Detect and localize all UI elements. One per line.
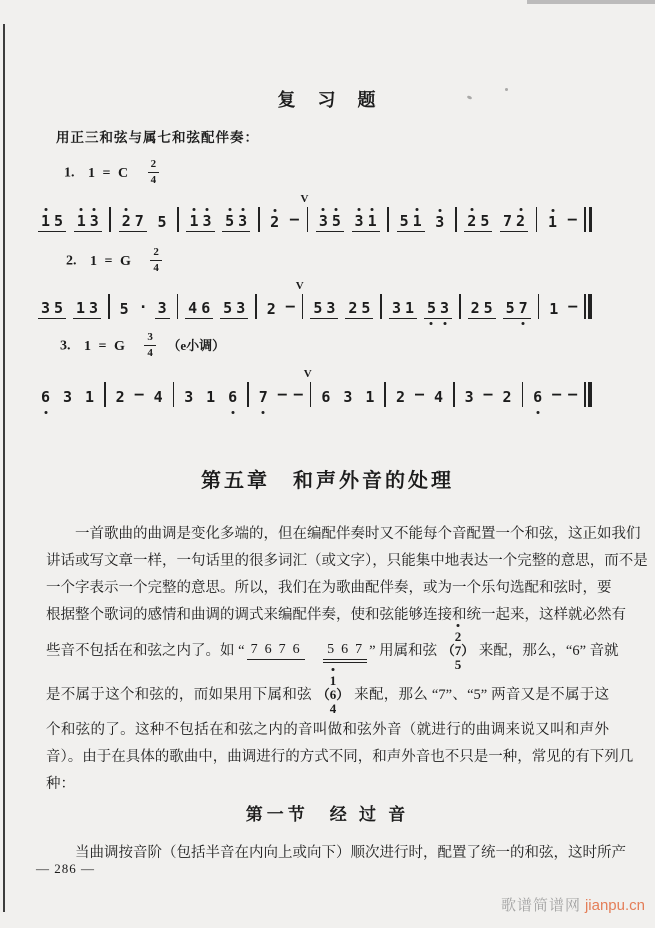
augmentation-dot: · [138,298,148,316]
jianpu-digit: 3 [236,299,246,317]
jianpu-note [60,390,75,407]
jianpu-digit: 7 [278,642,287,657]
octave-dot-below [536,411,539,414]
octave-dot-below [44,411,47,414]
inline-chord [317,674,350,716]
duration-dash: — [483,385,493,403]
watermark-site-name: 歌谱简谱网 [500,897,581,914]
jianpu-note [397,214,425,232]
jianpu-glyph [538,294,540,319]
jianpu-digit: 2 [470,299,480,317]
jianpu-digit: 3 [353,214,366,229]
jianpu-notation-line-2 [38,280,592,319]
jianpu-digit: 5 [361,299,371,317]
jianpu-note [119,214,147,232]
jianpu-digit: 1 [75,214,88,229]
jianpu-note [468,301,496,319]
jianpu-glyph [453,382,455,407]
jianpu-digit: 3 [41,299,51,317]
jianpu-digit: 2 [465,214,478,229]
octave-dot-above [457,624,460,627]
jianpu-digit: 1 [549,300,559,318]
jianpu-digit: 3 [88,214,101,229]
paragraph-line [46,629,619,673]
inline-jianpu-snippet [323,643,367,660]
jianpu-digit: 6 [264,642,273,657]
jianpu-digit: 2 [514,214,527,229]
key-signature: 1 = G [90,253,133,269]
time-signature-denominator: 4 [153,262,159,274]
jianpu-digit: 1 [84,388,94,406]
jianpu-note [503,301,531,319]
barline [303,368,312,407]
exercise-number: 1. [64,165,75,181]
jianpu-digit: 5 [54,299,64,317]
jianpu-note [203,390,218,407]
jianpu-notation-line-1 [38,193,592,232]
jianpu-digit: 7 [257,390,270,405]
chord-mid-note: （7） [441,643,475,659]
jianpu-digit: 6 [39,390,52,405]
jianpu-glyph [247,382,249,407]
jianpu-digit: 3 [326,299,336,317]
octave-dot-above [470,208,473,211]
octave-dot-below [443,322,446,325]
time-signature-denominator: 4 [150,174,157,186]
jianpu-note [464,214,492,232]
octave-dot-below [262,411,265,414]
duration-dash: — [285,297,295,315]
final-barline [584,293,592,319]
chord-stack [442,630,475,672]
chord-bottom-note: 5 [454,657,462,673]
octave-dot-above [228,208,231,211]
jianpu-digit: 5 [223,299,233,317]
octave-dot-above [438,209,441,212]
barline [522,381,524,407]
jianpu-digit: 1 [76,299,86,317]
octave-dot-above [273,209,276,212]
jianpu-note [185,301,213,319]
octave-dot-above [192,208,195,211]
duration-dash: — [134,385,144,403]
duration-dash: — [568,297,578,315]
jianpu-digit: 3 [343,388,353,406]
paragraph-text: 讲话或写文章一样，一句话里的很多词汇（或文字），只能集中地表达一个完整的意思，而不是 [46,553,648,569]
jianpu-note [546,302,561,319]
octave-dot-above [80,208,83,211]
jianpu-digit: 1 [405,299,415,317]
jianpu-digit: 5 [505,299,515,317]
time-signature-denominator: 4 [147,347,153,359]
jianpu-note [264,302,279,319]
paragraph-text: 种： [46,776,75,792]
jianpu-note [151,390,166,407]
jianpu-digit: 5 [399,212,409,230]
duration-dash: — [568,385,578,403]
jianpu-digit: 1 [366,214,379,229]
duration-dash: — [414,385,424,403]
jianpu-note [500,214,528,232]
jianpu-note [340,390,355,407]
jianpu-digit: 7 [502,212,513,230]
jianpu-glyph [380,294,382,319]
jianpu-glyph [584,207,586,232]
jianpu-note [545,215,560,232]
barline [295,280,304,319]
time-signature [144,332,156,359]
paragraph-text [307,643,322,659]
duration-dash: — [567,210,577,228]
key-mode-note: （e小调） [167,337,226,353]
barline [538,293,540,319]
octave-dot-above [551,209,554,212]
octave-dot-below [430,322,433,325]
jianpu-glyph [104,382,106,407]
jianpu-glyph [177,294,179,319]
jianpu-note [318,390,333,407]
paragraph-line [46,673,609,717]
paragraph-text: 些音不包括在和弦之内了。如 “ [46,643,245,659]
octave-dot-above [205,208,208,211]
octave-dot-below [231,411,234,414]
octave-dot-above [241,208,244,211]
jianpu-digit: 1 [187,214,200,229]
chord-numeral-v: V [295,280,304,292]
jianpu-digit: 3 [184,388,194,406]
jianpu-note [74,214,102,232]
paragraph-text: 来配，那么 “7”、“5” 两音又是不属于这 [350,687,609,703]
barline [255,293,257,319]
jianpu-note [155,301,170,319]
chord-stack [317,674,350,716]
chord-bottom-note: 4 [329,701,337,717]
jianpu-digit: 4 [188,299,198,317]
octave-dot-above [44,208,47,211]
scan-artifact-smudge [527,0,655,4]
duration-dash: — [552,385,562,403]
jianpu-digit: 6 [226,390,239,405]
jianpu-note [73,301,101,319]
jianpu-note [256,390,271,407]
time-signature [150,247,162,274]
jianpu-glyph [584,382,586,407]
jianpu-note [225,390,240,407]
jianpu-glyph [310,382,312,407]
jianpu-digit: 3 [438,301,451,316]
octave-dot-above [358,208,361,211]
jianpu-glyph [177,207,179,232]
final-barline [584,206,592,232]
jianpu-note [393,390,408,407]
inline-chord [442,630,475,672]
jianpu-notation-line-3 [38,368,592,407]
review-section-title: 复 习 题 [277,90,378,110]
paragraph-line [46,840,626,867]
paragraph-text: 音）。由于在具体的歌曲中，曲调进行的方式不同，和声外音也不只是一种，常见的有下列几 [46,749,634,765]
paragraph-line [46,602,626,629]
jianpu-digit: 2 [268,215,281,230]
jianpu-digit: 1 [329,674,338,687]
jianpu-glyph [588,382,591,407]
jianpu-note [220,301,248,319]
octave-dot-above [519,208,522,211]
key-signature: 1 = G [84,338,127,354]
octave-dot-above [125,208,128,211]
jianpu-digit: 4 [153,388,163,406]
jianpu-digit: 6 [201,299,211,317]
jianpu-digit: 3 [157,299,167,317]
section-title: 第一节 经 过 音 [245,805,410,824]
jianpu-note [389,301,417,319]
paragraph-line [46,744,634,771]
jianpu-glyph [459,294,461,319]
octave-dot-above [332,668,335,671]
exercise-2-header [66,248,170,275]
jianpu-digit: 2 [454,630,463,643]
jianpu-digit: 3 [317,214,330,229]
jianpu-digit: 1 [39,214,52,229]
jianpu-glyph [384,382,386,407]
time-signature-numerator: 3 [144,332,156,346]
paragraph-line [46,771,609,798]
jianpu-note [345,301,373,319]
paragraph-text: 来配，那么，“6” 音就 [475,643,619,659]
jianpu-note [310,301,338,319]
jianpu-digit: 7 [355,642,364,657]
jianpu-digit: 5 [157,213,167,231]
barline [247,381,249,407]
jianpu-note [316,214,344,232]
jianpu-digit: 5 [54,212,64,230]
jianpu-digit: 7 [134,212,144,230]
jianpu-digit: 6 [341,642,350,657]
review-instruction: 用正三和弦与属七和弦配伴奏： [56,130,259,145]
jianpu-digit: 1 [546,215,559,230]
time-signature-numerator: 2 [150,247,162,261]
jianpu-note [38,214,66,232]
barline [387,206,389,232]
barline [453,381,455,407]
jianpu-digit: 6 [292,642,301,657]
jianpu-note [431,390,446,407]
jianpu-digit: 5 [313,299,323,317]
jianpu-digit: 5 [483,299,493,317]
jianpu-digit: 1 [365,388,375,406]
jianpu-glyph [255,294,257,319]
jianpu-note [530,390,545,407]
paragraph-text: 根据整个歌词的感情和曲调的调式来编配伴奏，使和弦能够连接和统一起来，这样就必然有 [46,607,626,623]
jianpu-glyph [302,294,304,319]
exercise-number: 3. [60,338,71,354]
time-signature-numerator: 2 [148,159,160,173]
exercise-number: 2. [66,253,77,269]
chord-numeral-v: V [300,193,309,205]
jianpu-digit: 6 [531,390,544,405]
jianpu-note [424,301,452,319]
chord-top-note [454,630,463,644]
jianpu-digit: 3 [236,214,249,229]
jianpu-digit: 2 [502,388,512,406]
barline [455,206,457,232]
jianpu-note [38,390,53,407]
jianpu-digit: 2 [348,299,358,317]
jianpu-digit: 3 [89,299,99,317]
jianpu-note [462,390,477,407]
jianpu-digit: 2 [115,388,125,406]
jianpu-glyph [588,294,591,319]
jianpu-note [82,390,97,407]
jianpu-digit: 3 [391,299,401,317]
chord-numeral-v: V [303,368,312,380]
jianpu-glyph [455,207,457,232]
jianpu-digit: 5 [223,214,236,229]
octave-dot-above [93,208,96,211]
jianpu-glyph [589,207,592,232]
jianpu-digit: 3 [200,214,213,229]
duration-dash: — [289,210,299,228]
watermark-domain: jianpu.cn [584,897,645,914]
paragraph-text: 是不属于这个和弦的，而如果用下属和弦 [46,687,316,703]
octave-dot-above [322,208,325,211]
jianpu-glyph [536,207,538,232]
paragraph-line [46,575,612,602]
jianpu-digit: 3 [62,388,73,406]
jianpu-digit: 6 [321,388,331,406]
final-barline [584,381,592,407]
jianpu-digit: 7 [250,642,259,657]
paragraph-text: 当曲调按音阶（包括半音在内向上或向下）顺次进行时，配置了统一的和弦，这时所产 [46,845,626,861]
jianpu-digit: 3 [464,388,474,406]
jianpu-glyph [258,207,260,232]
jianpu-glyph [522,382,524,407]
barline [459,293,461,319]
barline [109,206,111,232]
barline [536,206,538,232]
key-signature: 1 = C [88,165,131,181]
jianpu-note [38,301,66,319]
barline [384,381,386,407]
jianpu-digit: 4 [433,388,443,406]
jianpu-note [222,214,250,232]
octave-dot-above [371,208,374,211]
barline [108,293,110,319]
jianpu-glyph [584,294,586,319]
exercise-3-header [60,333,225,360]
watermark [501,894,645,915]
paragraph-line [46,548,648,575]
chord-mid-note: （6） [316,687,350,703]
jianpu-digit: 2 [266,300,276,318]
jianpu-glyph [173,382,175,407]
jianpu-note [500,390,515,407]
octave-dot-above [335,208,338,211]
paragraph-text: 一首歌曲的曲调是变化多端的，但在编配伴奏时又不能每个音配置一个和弦，这正如我们 [46,526,641,542]
jianpu-note [181,390,196,407]
jianpu-digit: 5 [330,214,343,229]
barline [177,293,179,319]
jianpu-glyph [109,207,111,232]
paragraph-text: 一个字表示一个完整的意思。所以，我们在为歌曲配伴奏，或为一个乐句选配和弦时，要 [46,580,612,596]
jianpu-glyph [387,207,389,232]
jianpu-note [267,215,282,232]
octave-dot-below [522,322,525,325]
time-signature [148,159,160,186]
paragraph-text: 个和弦的了。这种不包括在和弦之内的音叫做和弦外音（就进行的曲调来说又叫和声外 [46,722,609,738]
barline [258,206,260,232]
paragraph-text: ” 用属和弦 [369,643,441,659]
closing-paragraph [46,840,626,867]
paragraph-line [46,521,641,548]
barline [177,206,179,232]
jianpu-digit: 1 [206,388,216,406]
jianpu-digit: 5 [119,300,129,318]
jianpu-note [113,390,128,407]
jianpu-digit: 5 [480,212,490,230]
jianpu-note [117,302,132,319]
octave-dot-above [416,208,419,211]
exercise-1-header [64,160,167,187]
chord-top-note [329,674,338,688]
barline [173,381,175,407]
barline [300,193,309,232]
duration-dash: — [293,385,303,403]
jianpu-digit: 5 [327,642,336,657]
jianpu-note [432,215,447,232]
jianpu-glyph [307,207,309,232]
inline-jianpu-snippet [247,643,305,660]
jianpu-digit: 1 [411,214,424,229]
jianpu-note [362,390,377,407]
jianpu-glyph [108,294,110,319]
page-number: — 286 — [36,861,95,876]
jianpu-digit: 5 [425,301,438,316]
jianpu-digit: 7 [517,301,530,316]
paragraph-line [46,717,609,744]
jianpu-digit: 2 [395,388,405,406]
barline [104,381,106,407]
jianpu-note [352,214,380,232]
jianpu-digit: 2 [120,214,133,229]
duration-dash: — [277,385,287,403]
jianpu-digit: 3 [433,215,446,230]
chapter-title: 第五章 和声外音的处理 [201,470,454,492]
jianpu-note [186,214,214,232]
jianpu-note [154,215,169,232]
barline [380,293,382,319]
body-paragraph [46,521,648,798]
